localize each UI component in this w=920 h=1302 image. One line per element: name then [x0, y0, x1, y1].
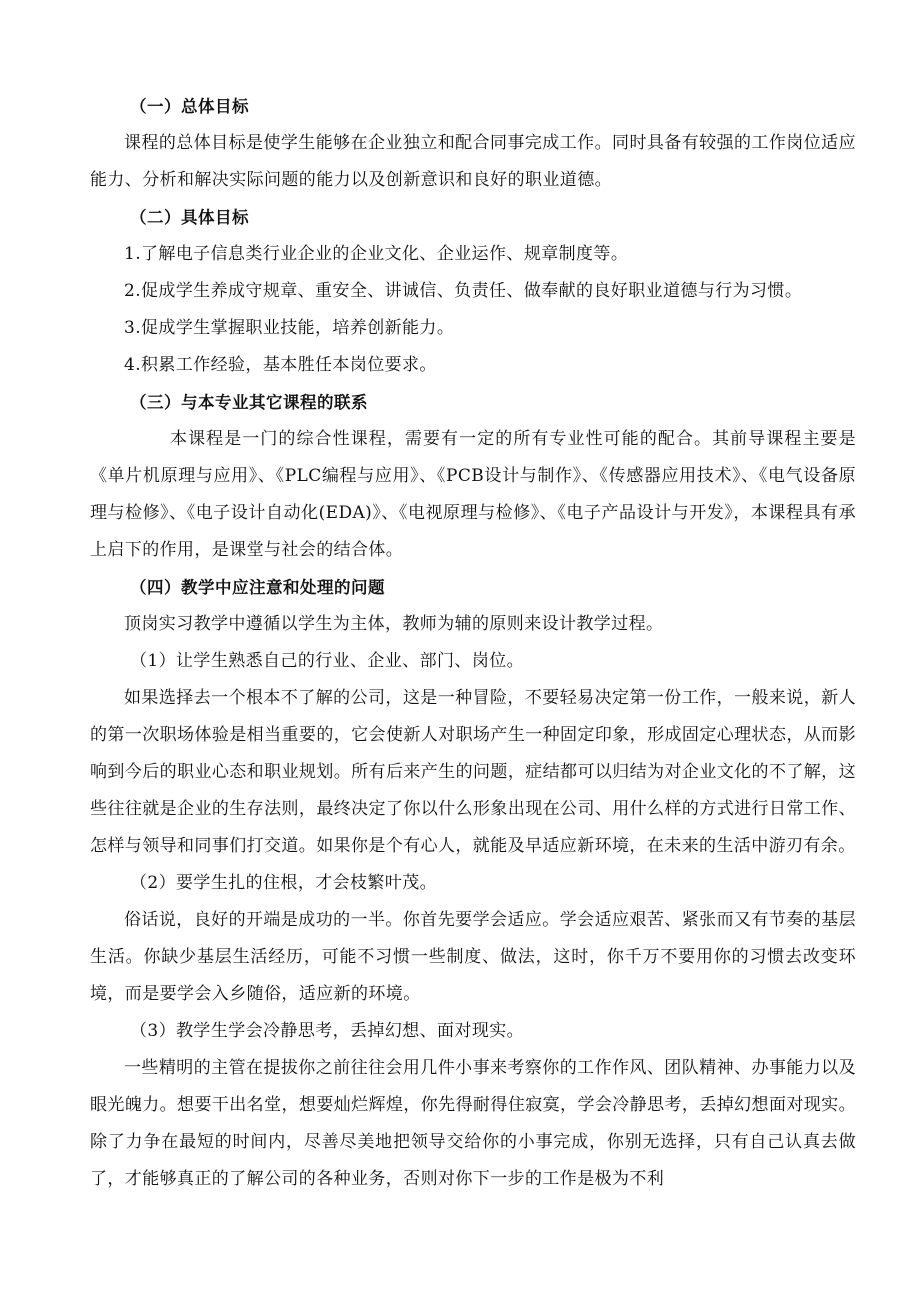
section-heading-specific-goals: （二）具体目标 [130, 208, 249, 227]
teaching-issues-paragraph-1: 如果选择去一个根本不了解的公司，这是一种冒险，不要轻易决定第一份工作，一般来说，新人的第一次职场体验是相当重要的，它会使新人对职场产生一种固定印象，形成固定心理状态，从而影响到今后的职业心态和职业规划。所有后来产生的问题，症结都可以归结为对企业文化的不了解，这些往往就是企业的生存法则，最终决定了你以什么形象出现在公司、用什么样的方式进行日常工作、怎样与领导和同事们打交道。如果你是个有心人，就能及早适应新环境，在未来的生活中游刃有余。 [90, 688, 856, 856]
document-body [90, 88, 856, 1198]
specific-goal-item-1: 1.了解电子信息类行业企业的企业文化、企业运作、规章制度等。 [124, 244, 629, 264]
course-relations-paragraph: 本课程是一门的综合性课程，需要有一定的所有专业性可能的配合。其前导课程主要是《单片机原理与应用》、《PLC编程与应用》、《PCB设计与制作》、《传感器应用技术》、《电气设备原理与检修》、《电子设计自动化(EDA)》、《电视原理与检修》、《电子产品设计与开发》，本课程具有承上启下的作用，是课堂与社会的结合体。 [90, 429, 856, 560]
section-heading-course-relations: （三）与本专业其它课程的联系 [130, 393, 368, 412]
specific-goal-item-4: 4.积累工作经验，基本胜任本岗位要求。 [124, 355, 437, 375]
section-heading-overall-goal: （一）总体目标 [130, 97, 249, 116]
teaching-issues-paragraph-3: 一些精明的主管在提拔你之前往往会用几件小事来考察你的工作作风、团队精神、办事能力以及眼光魄力。想要干出名堂，想要灿烂辉煌，你先得耐得住寂寞，学会冷静思考，丢掉幻想面对现实。除了力争在最短的时间内，尽善尽美地把领导交给你的小事完成，你别无选择，只有自己认真去做了，才能够真正的了解公司的各种业务，否则对你下一步的工作是极为不利 [90, 1058, 856, 1189]
specific-goal-item-3: 3.促成学生掌握职业技能，培养创新能力。 [124, 318, 455, 338]
subheading-3: （3）教学生学会冷静思考，丢掉幻想、面对现实。 [130, 1021, 525, 1041]
subheading-1: （1）让学生熟悉自己的行业、企业、部门、岗位。 [130, 651, 525, 671]
teaching-issues-paragraph-2: 俗话说，良好的开端是成功的一半。你首先要学会适应。学会适应艰苦、紧张而又有节奏的基层生活。你缺少基层生活经历，可能不习惯一些制度、做法，这时，你千万不要用你的习惯去改变环境，而是要学会入乡随俗，适应新的环境。 [90, 910, 856, 1004]
teaching-issues-intro: 顶岗实习教学中遵循以学生为主体，教师为辅的原则来设计教学过程。 [124, 614, 664, 634]
section-heading-teaching-issues: （四）教学中应注意和处理的问题 [130, 578, 385, 597]
subheading-2: （2）要学生扎的住根，才会枝繁叶茂。 [130, 873, 438, 893]
overall-goal-paragraph: 课程的总体目标是使学生能够在企业独立和配合同事完成工作。同时具备有较强的工作岗位适应能力、分析和解决实际问题的能力以及创新意识和良好的职业道德。 [90, 133, 856, 190]
specific-goal-item-2: 2.促成学生养成守规章、重安全、讲诚信、负责任、做奉献的良好职业道德与行为习惯。 [124, 281, 803, 301]
